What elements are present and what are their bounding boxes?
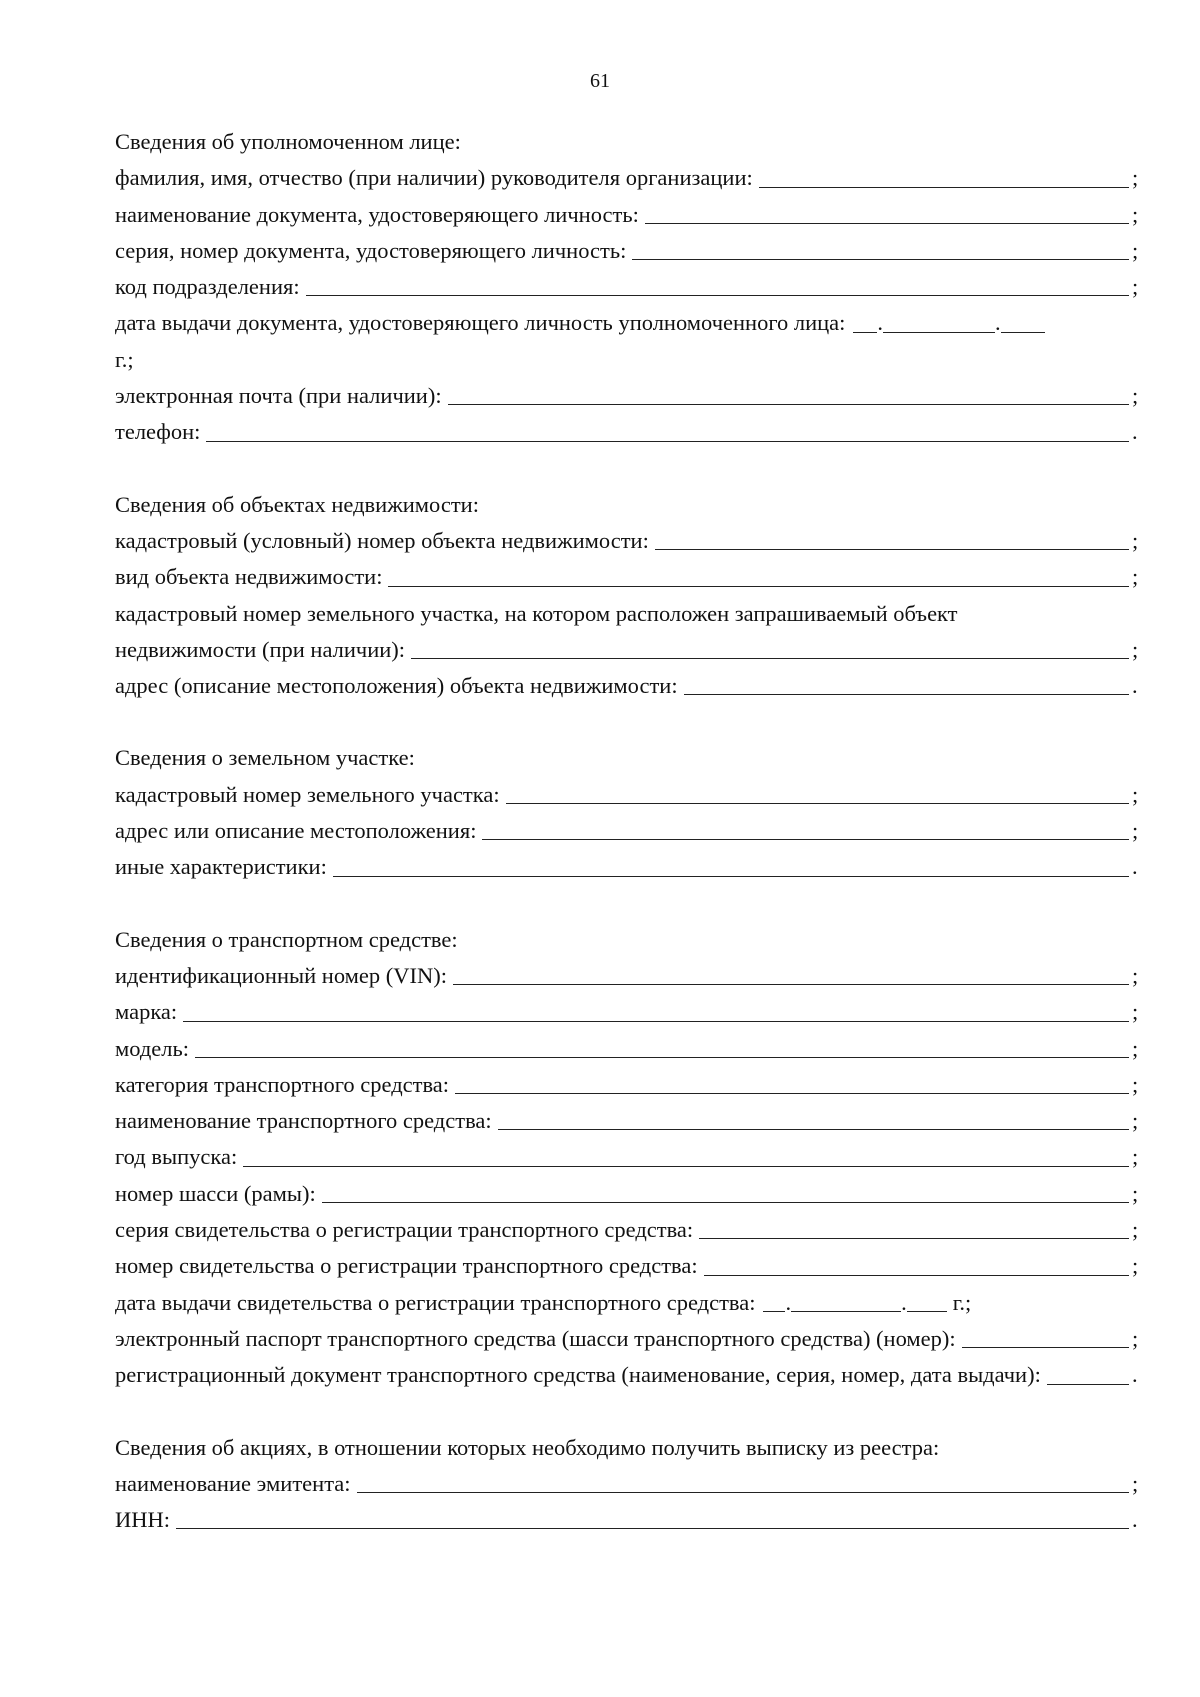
field-label: серия, номер документа, удостоверяющего личность: [115,237,627,263]
field-realty-address [115,668,1140,704]
date-separator: . [785,1289,792,1315]
field-label: наименование эмитента: [115,1470,351,1496]
punctuation: ; [1132,818,1139,844]
field-email [115,378,1140,414]
field-label: идентификационный номер (VIN): [115,962,447,988]
land-cadastral-input-line[interactable] [506,803,1129,804]
punctuation: ; [1132,999,1139,1025]
land-other-input-line[interactable] [333,876,1129,877]
field-cert-series [115,1212,1140,1248]
field-label: электронный паспорт транспортного средства (шасси транспортного средства) (номер): [115,1325,956,1351]
field-realty-land-cadastral [115,632,1140,668]
section-gap [115,451,1140,487]
cert-number-input-line[interactable] [704,1275,1129,1276]
brand-input-line[interactable] [183,1021,1129,1022]
field-label: телефон: [115,419,201,445]
field-full-name [115,160,1140,196]
field-vin [115,958,1140,994]
punctuation: ; [1132,274,1139,300]
punctuation: ; [1132,1325,1139,1351]
field-label: марка: [115,999,178,1025]
field-reg-doc [115,1357,1140,1393]
vin-input-line[interactable] [453,984,1129,985]
punctuation: ; [1132,1108,1139,1134]
field-label: электронная почта (при наличии): [115,383,442,409]
punctuation: ; [1132,1035,1139,1061]
field-model [115,1031,1140,1067]
cert-day-input-line[interactable] [763,1311,785,1312]
section-heading: Сведения о земельном участке: [115,745,415,771]
model-input-line[interactable] [195,1057,1129,1058]
realty-land-cadastral-input-line[interactable] [411,658,1129,659]
field-label: модель: [115,1035,190,1061]
punctuation: ; [1132,1180,1139,1206]
cert-series-input-line[interactable] [699,1238,1129,1239]
field-label: фамилия, имя, отчество (при наличии) руководителя организации: [115,165,753,191]
issue-month-input-line[interactable] [883,332,995,333]
issuer-input-line[interactable] [357,1492,1129,1493]
section-heading: Сведения об уполномоченном лице: [115,129,461,154]
year-suffix: г.; [115,346,134,372]
date-separator: . [995,310,1001,336]
field-label: иные характеристики: [115,854,327,880]
field-label: серия свидетельства о регистрации транспортного средства: [115,1217,694,1243]
field-land-other [115,849,1140,885]
punctuation: ; [1132,237,1139,263]
field-inn [115,1502,1140,1538]
field-realty-cadastral [115,523,1140,559]
punctuation: ; [1132,1217,1139,1243]
field-issuer [115,1466,1140,1502]
section-heading: Сведения об объектах недвижимости: [115,491,479,517]
realty-cadastral-input-line[interactable] [655,549,1129,550]
section-gap [115,704,1140,740]
field-epassport [115,1321,1140,1357]
punctuation: ; [1132,165,1139,191]
section-gap [115,1394,1140,1430]
field-label: наименование транспортного средства: [115,1108,492,1134]
realty-address-input-line[interactable] [684,694,1129,695]
epassport-input-line[interactable] [962,1347,1129,1348]
field-issue-date [115,305,1140,341]
field-label: кадастровый (условный) номер объекта недвижимости: [115,527,649,553]
punctuation: . [1132,1507,1138,1533]
field-label: недвижимости (при наличии): [115,636,406,662]
field-label: регистрационный документ транспортного средства (наименование, серия, номер, дата выдачи): [115,1362,1041,1388]
section-heading: Сведения об акциях, в отношении которых необходимо получить выписку из реестра: [115,1434,940,1460]
punctuation: ; [1132,527,1139,553]
field-label: номер свидетельства о регистрации транспортного средства: [115,1253,698,1279]
field-label: кадастровый номер земельного участка, на котором расположен запрашиваемый объект [115,600,958,626]
punctuation: . [1132,854,1138,880]
field-cert-number [115,1248,1140,1284]
field-cert-date [115,1285,1140,1321]
cert-year-input-line[interactable] [907,1311,947,1312]
field-year [115,1139,1140,1175]
field-phone [115,414,1140,450]
field-division-code [115,269,1140,305]
section-authorized-person [115,124,1140,451]
field-land-address [115,813,1140,849]
field-realty-type [115,559,1140,595]
date-separator: . [901,1289,907,1315]
year-suffix: г.; [952,1289,972,1315]
field-label: вид объекта недвижимости: [115,564,383,590]
doc-series-input-line[interactable] [632,259,1129,260]
section-gap [115,886,1140,922]
field-vehicle-name [115,1103,1140,1139]
land-address-input-line[interactable] [482,839,1129,840]
reg-doc-input-line[interactable] [1047,1384,1129,1385]
vehicle-name-input-line[interactable] [498,1129,1129,1130]
phone-input-line[interactable] [206,441,1129,442]
punctuation: ; [1132,781,1139,807]
field-label: код подразделения: [115,274,300,300]
field-label: кадастровый номер земельного участка: [115,781,500,807]
field-label: наименование документа, удостоверяющего личность: [115,201,639,227]
punctuation: ; [1132,564,1139,590]
email-input-line[interactable] [448,404,1129,405]
punctuation: ; [1132,201,1139,227]
field-label: адрес (описание местоположения) объекта недвижимости: [115,673,678,699]
section-heading: Сведения о транспортном средстве: [115,926,458,952]
section-vehicle [115,922,1140,1394]
issue-year-input-line[interactable] [1001,332,1045,333]
punctuation: . [1132,673,1138,699]
division-code-input-line[interactable] [306,295,1129,296]
cert-month-input-line[interactable] [791,1311,901,1312]
punctuation: . [1132,419,1138,445]
punctuation: ; [1132,636,1139,662]
chassis-input-line[interactable] [322,1202,1129,1203]
section-land [115,740,1140,885]
field-doc-name [115,197,1140,233]
page-number: 61 [590,70,610,92]
field-chassis [115,1176,1140,1212]
section-realty [115,487,1140,705]
punctuation: ; [1132,962,1139,988]
punctuation: ; [1132,383,1139,409]
field-label: ИНН: [115,1507,170,1533]
form-content [115,124,1140,1538]
category-input-line[interactable] [455,1093,1129,1094]
punctuation: ; [1132,1253,1139,1279]
punctuation: ; [1132,1144,1139,1170]
field-label: адрес или описание местоположения: [115,818,477,844]
field-category [115,1067,1140,1103]
full-name-input-line[interactable] [759,187,1129,188]
field-label: номер шасси (рамы): [115,1180,316,1206]
punctuation: . [1132,1362,1138,1388]
realty-type-input-line[interactable] [388,586,1129,587]
punctuation: ; [1132,1071,1139,1097]
field-doc-series [115,233,1140,269]
field-brand [115,994,1140,1030]
punctuation: ; [1132,1470,1139,1496]
date-separator: . [877,310,884,336]
issue-day-input-line[interactable] [853,332,877,333]
year-input-line[interactable] [243,1166,1129,1167]
field-label: дата выдачи свидетельства о регистрации транспортного средства: [115,1289,756,1315]
field-label: год выпуска: [115,1144,238,1170]
section-shares [115,1430,1140,1539]
inn-input-line[interactable] [176,1528,1129,1529]
field-label: дата выдачи документа, удостоверяющего личность уполномоченного лица: [115,310,846,336]
field-label: категория транспортного средства: [115,1071,450,1097]
field-land-cadastral [115,777,1140,813]
doc-name-input-line[interactable] [645,223,1129,224]
